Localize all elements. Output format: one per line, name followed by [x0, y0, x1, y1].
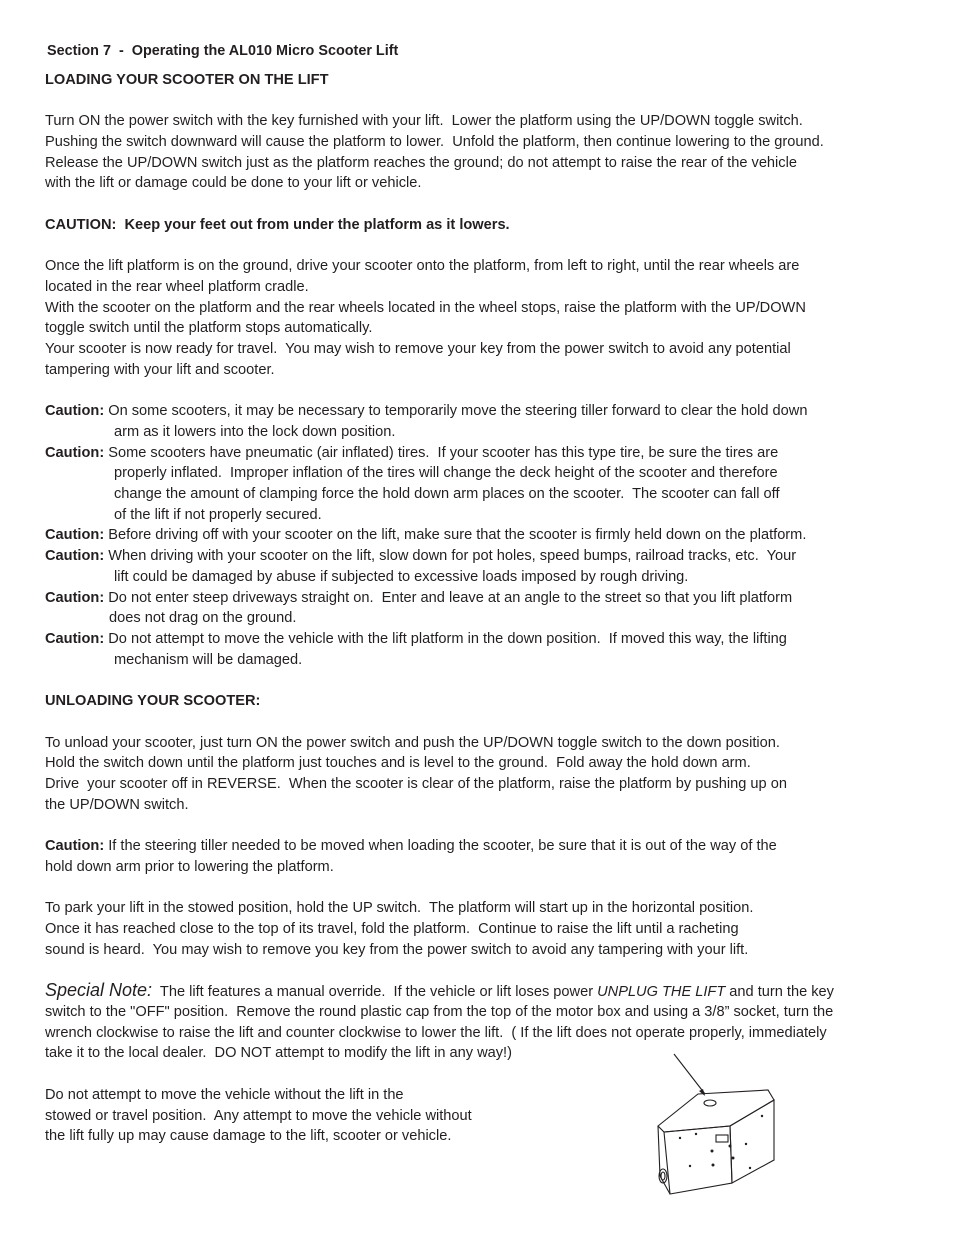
paragraph-line: located in the rear wheel platform cradle. [45, 279, 309, 295]
box-front [664, 1126, 732, 1194]
paragraph-line: Turn ON the power switch with the key furnished with your lift. Lower the platform using the UP/DOWN toggle switch. [45, 113, 803, 129]
caution-label: Caution: [45, 548, 105, 564]
caution-text: Some scooters have pneumatic (air inflated) tires. If your scooter has this type tire, be sure the tires are [104, 445, 779, 461]
paragraph-line: the lift fully up may cause damage to the lift, scooter or vehicle. [45, 1128, 452, 1144]
unloading-caution [45, 836, 777, 857]
unplug-emphasis: UNPLUG THE LIFT [597, 984, 726, 1000]
paragraph-line: To unload your scooter, just turn ON the power switch and push the UP/DOWN toggle switch to the down position. [45, 735, 780, 751]
caution-continuation: does not drag on the ground. [109, 610, 297, 626]
special-note-text: The lift features a manual override. If the vehicle or lift loses power [152, 984, 598, 1000]
special-note-label: Special Note: [45, 980, 153, 1000]
caution-item [45, 546, 796, 567]
paragraph-line: stowed or travel position. Any attempt to move the vehicle without [45, 1108, 472, 1124]
caution-continuation: properly inflated. Improper inflation of the tires will change the deck height of the scooter and therefore [114, 465, 778, 481]
caution-item [45, 401, 807, 422]
caution-text: Do not attempt to move the vehicle with the lift platform in the down position. If moved this way, the lifting [104, 631, 787, 647]
special-note-first-line [45, 979, 834, 1003]
paragraph-line: Your scooter is now ready for travel. You may wish to remove your key from the power switch to avoid any potential [45, 341, 791, 357]
box-side [730, 1100, 774, 1183]
paragraph-line: wrench clockwise to raise the lift and counter clockwise to lower the lift. ( If the lift does not operate properly, immediately [45, 1025, 827, 1041]
caution-text: When driving with your scooter on the lift, slow down for pot holes, speed bumps, railroad tracks, etc. Your [104, 548, 797, 564]
caution-label: Caution: [45, 403, 105, 419]
paragraph-line: Once the lift platform is on the ground, drive your scooter onto the platform, from left to right, until the rear wheels are [45, 258, 800, 274]
paragraph-line: take it to the local dealer. DO NOT attempt to modify the lift in any way!) [45, 1045, 512, 1061]
paragraph-line: To park your lift in the stowed position, hold the UP switch. The platform will start up in the horizontal position. [45, 900, 754, 916]
paragraph-line: With the scooter on the platform and the rear wheels located in the wheel stops, raise the platform with the UP/DOWN [45, 300, 806, 316]
caution-text: Before driving off with your scooter on the lift, make sure that the scooter is firmly held down on the platform. [104, 527, 807, 543]
loading-heading: LOADING YOUR SCOOTER ON THE LIFT [45, 72, 329, 88]
key-switch [716, 1135, 728, 1142]
caution-label: Caution: [45, 527, 105, 543]
caution-text: If the steering tiller needed to be moved when loading the scooter, be sure that it is out of the way of the [104, 838, 777, 854]
caution-label: Caution: [45, 590, 105, 606]
paragraph-line: toggle switch until the platform stops automatically. [45, 320, 373, 336]
caution-continuation: lift could be damaged by abuse if subjected to excessive loads imposed by rough driving. [114, 569, 689, 585]
paragraph-line: tampering with your lift and scooter. [45, 362, 275, 378]
paragraph-line: hold down arm prior to lowering the platform. [45, 859, 334, 875]
paragraph-line: Pushing the switch downward will cause the platform to lower. Unfold the platform, then continue lowering to the ground. [45, 134, 824, 150]
motor-box-diagram [650, 1048, 780, 1196]
paragraph-line: Release the UP/DOWN switch just as the platform reaches the ground; do not attempt to raise the rear of the vehicle [45, 155, 797, 171]
paragraph-line: with the lift or damage could be done to your lift or vehicle. [45, 175, 422, 191]
caution-feet: CAUTION: Keep your feet out from under the platform as it lowers. [45, 217, 510, 233]
caution-label: Caution: [45, 838, 105, 854]
caution-label: Caution: [45, 445, 105, 461]
paragraph-line: switch to the "OFF" position. Remove the round plastic cap from the top of the motor box and using a 3/8” socket, turn the [45, 1004, 834, 1020]
caution-continuation: mechanism will be damaged. [114, 652, 303, 668]
caution-label: Caution: [45, 631, 105, 647]
paragraph-line: Hold the switch down until the platform just touches and is level to the ground. Fold away the hold down arm. [45, 755, 751, 771]
caution-item [45, 588, 792, 609]
caution-continuation: arm as it lowers into the lock down position. [114, 424, 396, 440]
caution-text: On some scooters, it may be necessary to temporarily move the steering tiller forward to clear the hold down [104, 403, 808, 419]
caution-text: Do not enter steep driveways straight on. Enter and leave at an angle to the street so that you lift platform [104, 590, 793, 606]
caution-continuation: of the lift if not properly secured. [114, 507, 322, 523]
unloading-heading: UNLOADING YOUR SCOOTER: [45, 693, 261, 709]
section-title: Section 7 - Operating the AL010 Micro Scooter Lift [47, 43, 399, 59]
box-top [658, 1090, 774, 1132]
caution-item [45, 443, 778, 464]
pointer-arrow [674, 1054, 705, 1094]
caution-continuation: change the amount of clamping force the hold down arm places on the scooter. The scooter can fall off [114, 486, 780, 502]
caution-item [45, 629, 787, 650]
caution-item [45, 525, 806, 546]
paragraph-line: sound is heard. You may wish to remove you key from the power switch to avoid any tampering with your lift. [45, 942, 749, 958]
round-cap [704, 1100, 716, 1106]
paragraph-line: Do not attempt to move the vehicle without the lift in the [45, 1087, 404, 1103]
paragraph-line: Once it has reached close to the top of its travel, fold the platform. Continue to raise the lift until a racheting [45, 921, 739, 937]
special-note-text: and turn the key [725, 984, 834, 1000]
paragraph-line: Drive your scooter off in REVERSE. When the scooter is clear of the platform, raise the platform by pushing up on [45, 776, 787, 792]
paragraph-line: the UP/DOWN switch. [45, 797, 189, 813]
